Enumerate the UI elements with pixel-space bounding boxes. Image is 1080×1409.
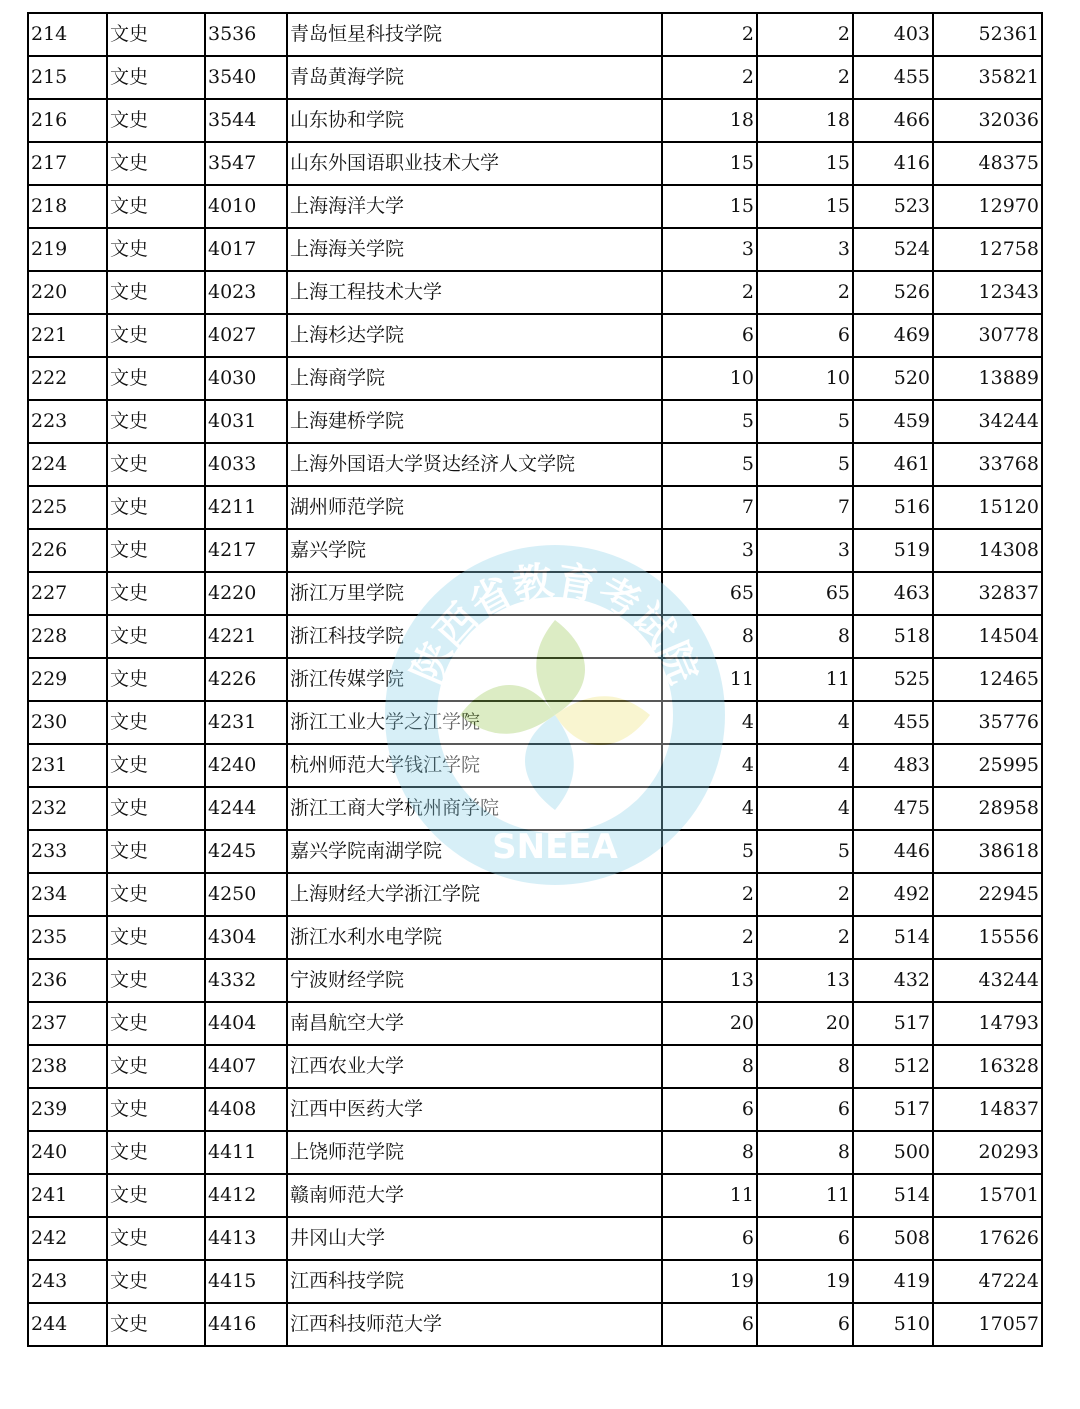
cell-school-name: 上海海洋大学 bbox=[287, 185, 662, 228]
cell-min-rank: 15120 bbox=[933, 486, 1042, 529]
cell-school-name: 浙江水利水电学院 bbox=[287, 916, 662, 959]
cell-plan-count: 5 bbox=[662, 400, 757, 443]
cell-seq: 216 bbox=[28, 99, 107, 142]
cell-admit-count: 2 bbox=[757, 271, 853, 314]
cell-plan-count: 8 bbox=[662, 615, 757, 658]
cell-school-name: 上海财经大学浙江学院 bbox=[287, 873, 662, 916]
cell-category: 文史 bbox=[107, 1174, 205, 1217]
cell-school-name: 上海海关学院 bbox=[287, 228, 662, 271]
cell-seq: 232 bbox=[28, 787, 107, 830]
cell-school-code: 4244 bbox=[205, 787, 287, 830]
cell-admit-count: 6 bbox=[757, 1303, 853, 1346]
cell-min-score: 517 bbox=[853, 1088, 933, 1131]
cell-min-score: 518 bbox=[853, 615, 933, 658]
table-row bbox=[28, 99, 1042, 142]
cell-school-name: 江西科技学院 bbox=[287, 1260, 662, 1303]
table-row bbox=[28, 1002, 1042, 1045]
cell-min-rank: 32837 bbox=[933, 572, 1042, 615]
cell-school-code: 4010 bbox=[205, 185, 287, 228]
cell-seq: 241 bbox=[28, 1174, 107, 1217]
cell-min-score: 516 bbox=[853, 486, 933, 529]
cell-min-rank: 52361 bbox=[933, 13, 1042, 56]
cell-school-code: 4413 bbox=[205, 1217, 287, 1260]
cell-school-name: 杭州师范大学钱江学院 bbox=[287, 744, 662, 787]
table-row bbox=[28, 1303, 1042, 1346]
cell-min-score: 432 bbox=[853, 959, 933, 1002]
cell-admit-count: 13 bbox=[757, 959, 853, 1002]
table-row bbox=[28, 658, 1042, 701]
cell-seq: 224 bbox=[28, 443, 107, 486]
cell-seq: 244 bbox=[28, 1303, 107, 1346]
cell-school-code: 4408 bbox=[205, 1088, 287, 1131]
cell-admit-count: 7 bbox=[757, 486, 853, 529]
cell-category: 文史 bbox=[107, 314, 205, 357]
cell-school-name: 青岛恒星科技学院 bbox=[287, 13, 662, 56]
cell-school-code: 4250 bbox=[205, 873, 287, 916]
cell-school-name: 山东协和学院 bbox=[287, 99, 662, 142]
table-row bbox=[28, 400, 1042, 443]
cell-min-score: 508 bbox=[853, 1217, 933, 1260]
cell-min-score: 519 bbox=[853, 529, 933, 572]
cell-school-name: 上海杉达学院 bbox=[287, 314, 662, 357]
cell-school-code: 4017 bbox=[205, 228, 287, 271]
cell-min-rank: 35821 bbox=[933, 56, 1042, 99]
table-row bbox=[28, 185, 1042, 228]
cell-min-rank: 17626 bbox=[933, 1217, 1042, 1260]
cell-admit-count: 5 bbox=[757, 443, 853, 486]
cell-min-score: 463 bbox=[853, 572, 933, 615]
table-row bbox=[28, 787, 1042, 830]
cell-school-code: 4231 bbox=[205, 701, 287, 744]
cell-school-code: 4412 bbox=[205, 1174, 287, 1217]
cell-min-score: 455 bbox=[853, 56, 933, 99]
cell-seq: 215 bbox=[28, 56, 107, 99]
cell-min-rank: 12758 bbox=[933, 228, 1042, 271]
cell-category: 文史 bbox=[107, 1045, 205, 1088]
cell-min-score: 469 bbox=[853, 314, 933, 357]
cell-school-code: 4031 bbox=[205, 400, 287, 443]
cell-admit-count: 2 bbox=[757, 873, 853, 916]
cell-seq: 226 bbox=[28, 529, 107, 572]
cell-admit-count: 15 bbox=[757, 142, 853, 185]
cell-plan-count: 4 bbox=[662, 787, 757, 830]
cell-plan-count: 15 bbox=[662, 185, 757, 228]
cell-min-score: 419 bbox=[853, 1260, 933, 1303]
cell-plan-count: 5 bbox=[662, 443, 757, 486]
cell-plan-count: 6 bbox=[662, 1088, 757, 1131]
cell-category: 文史 bbox=[107, 1088, 205, 1131]
cell-school-code: 4030 bbox=[205, 357, 287, 400]
table-row bbox=[28, 357, 1042, 400]
cell-school-name: 浙江万里学院 bbox=[287, 572, 662, 615]
cell-admit-count: 20 bbox=[757, 1002, 853, 1045]
table-row bbox=[28, 314, 1042, 357]
table-row bbox=[28, 744, 1042, 787]
cell-plan-count: 15 bbox=[662, 142, 757, 185]
cell-min-score: 517 bbox=[853, 1002, 933, 1045]
cell-seq: 242 bbox=[28, 1217, 107, 1260]
cell-category: 文史 bbox=[107, 228, 205, 271]
cell-min-rank: 16328 bbox=[933, 1045, 1042, 1088]
cell-plan-count: 2 bbox=[662, 873, 757, 916]
cell-plan-count: 7 bbox=[662, 486, 757, 529]
cell-admit-count: 4 bbox=[757, 744, 853, 787]
cell-seq: 238 bbox=[28, 1045, 107, 1088]
cell-school-name: 江西科技师范大学 bbox=[287, 1303, 662, 1346]
cell-plan-count: 10 bbox=[662, 357, 757, 400]
cell-seq: 219 bbox=[28, 228, 107, 271]
cell-category: 文史 bbox=[107, 185, 205, 228]
cell-min-score: 520 bbox=[853, 357, 933, 400]
cell-plan-count: 3 bbox=[662, 228, 757, 271]
table-row bbox=[28, 529, 1042, 572]
cell-school-code: 4411 bbox=[205, 1131, 287, 1174]
cell-category: 文史 bbox=[107, 529, 205, 572]
cell-min-rank: 14793 bbox=[933, 1002, 1042, 1045]
cell-admit-count: 2 bbox=[757, 13, 853, 56]
table-row bbox=[28, 615, 1042, 658]
cell-seq: 236 bbox=[28, 959, 107, 1002]
cell-seq: 220 bbox=[28, 271, 107, 314]
cell-plan-count: 4 bbox=[662, 744, 757, 787]
cell-min-rank: 20293 bbox=[933, 1131, 1042, 1174]
cell-plan-count: 2 bbox=[662, 13, 757, 56]
cell-school-code: 3547 bbox=[205, 142, 287, 185]
table-body bbox=[28, 13, 1042, 1346]
cell-category: 文史 bbox=[107, 1002, 205, 1045]
cell-category: 文史 bbox=[107, 271, 205, 314]
cell-seq: 243 bbox=[28, 1260, 107, 1303]
cell-plan-count: 3 bbox=[662, 529, 757, 572]
cell-plan-count: 6 bbox=[662, 314, 757, 357]
cell-category: 文史 bbox=[107, 400, 205, 443]
cell-admit-count: 8 bbox=[757, 615, 853, 658]
cell-admit-count: 6 bbox=[757, 1217, 853, 1260]
cell-school-code: 3540 bbox=[205, 56, 287, 99]
cell-school-name: 上海外国语大学贤达经济人文学院 bbox=[287, 443, 662, 486]
table-row bbox=[28, 1045, 1042, 1088]
cell-admit-count: 10 bbox=[757, 357, 853, 400]
table-row bbox=[28, 142, 1042, 185]
cell-min-score: 512 bbox=[853, 1045, 933, 1088]
cell-min-rank: 38618 bbox=[933, 830, 1042, 873]
admission-table-container bbox=[27, 12, 1041, 1347]
cell-school-code: 4332 bbox=[205, 959, 287, 1002]
cell-admit-count: 8 bbox=[757, 1045, 853, 1088]
cell-category: 文史 bbox=[107, 873, 205, 916]
cell-school-name: 上海建桥学院 bbox=[287, 400, 662, 443]
cell-school-code: 4407 bbox=[205, 1045, 287, 1088]
cell-min-rank: 25995 bbox=[933, 744, 1042, 787]
cell-category: 文史 bbox=[107, 916, 205, 959]
cell-min-rank: 17057 bbox=[933, 1303, 1042, 1346]
cell-category: 文史 bbox=[107, 142, 205, 185]
cell-school-name: 南昌航空大学 bbox=[287, 1002, 662, 1045]
cell-category: 文史 bbox=[107, 13, 205, 56]
cell-category: 文史 bbox=[107, 744, 205, 787]
cell-plan-count: 65 bbox=[662, 572, 757, 615]
cell-school-name: 山东外国语职业技术大学 bbox=[287, 142, 662, 185]
cell-seq: 225 bbox=[28, 486, 107, 529]
cell-admit-count: 18 bbox=[757, 99, 853, 142]
cell-seq: 231 bbox=[28, 744, 107, 787]
cell-min-score: 483 bbox=[853, 744, 933, 787]
cell-plan-count: 8 bbox=[662, 1131, 757, 1174]
table-row bbox=[28, 13, 1042, 56]
cell-category: 文史 bbox=[107, 1217, 205, 1260]
cell-category: 文史 bbox=[107, 658, 205, 701]
cell-school-code: 3544 bbox=[205, 99, 287, 142]
cell-seq: 229 bbox=[28, 658, 107, 701]
cell-seq: 228 bbox=[28, 615, 107, 658]
cell-min-rank: 22945 bbox=[933, 873, 1042, 916]
cell-school-code: 4220 bbox=[205, 572, 287, 615]
table-row bbox=[28, 873, 1042, 916]
watermark-arc-text: 陕西省教育考试院 bbox=[403, 557, 707, 691]
cell-plan-count: 5 bbox=[662, 830, 757, 873]
cell-category: 文史 bbox=[107, 486, 205, 529]
cell-admit-count: 11 bbox=[757, 1174, 853, 1217]
table-row bbox=[28, 959, 1042, 1002]
cell-min-score: 403 bbox=[853, 13, 933, 56]
cell-school-name: 上海工程技术大学 bbox=[287, 271, 662, 314]
cell-category: 文史 bbox=[107, 1260, 205, 1303]
cell-min-rank: 32036 bbox=[933, 99, 1042, 142]
cell-seq: 239 bbox=[28, 1088, 107, 1131]
cell-school-name: 嘉兴学院南湖学院 bbox=[287, 830, 662, 873]
cell-min-rank: 14504 bbox=[933, 615, 1042, 658]
table-row bbox=[28, 1260, 1042, 1303]
cell-category: 文史 bbox=[107, 1303, 205, 1346]
cell-min-score: 446 bbox=[853, 830, 933, 873]
cell-min-rank: 15556 bbox=[933, 916, 1042, 959]
cell-seq: 234 bbox=[28, 873, 107, 916]
cell-min-rank: 12465 bbox=[933, 658, 1042, 701]
table-row bbox=[28, 701, 1042, 744]
cell-school-name: 浙江传媒学院 bbox=[287, 658, 662, 701]
cell-admit-count: 5 bbox=[757, 830, 853, 873]
table-row bbox=[28, 1217, 1042, 1260]
cell-min-score: 514 bbox=[853, 1174, 933, 1217]
cell-min-rank: 12343 bbox=[933, 271, 1042, 314]
cell-min-score: 523 bbox=[853, 185, 933, 228]
cell-school-code: 4245 bbox=[205, 830, 287, 873]
table-row bbox=[28, 1174, 1042, 1217]
cell-admit-count: 6 bbox=[757, 1088, 853, 1131]
cell-category: 文史 bbox=[107, 701, 205, 744]
cell-school-name: 浙江工商大学杭州商学院 bbox=[287, 787, 662, 830]
cell-admit-count: 15 bbox=[757, 185, 853, 228]
cell-plan-count: 18 bbox=[662, 99, 757, 142]
cell-seq: 240 bbox=[28, 1131, 107, 1174]
cell-school-name: 浙江工业大学之江学院 bbox=[287, 701, 662, 744]
cell-min-score: 475 bbox=[853, 787, 933, 830]
cell-admit-count: 65 bbox=[757, 572, 853, 615]
cell-plan-count: 11 bbox=[662, 1174, 757, 1217]
cell-seq: 218 bbox=[28, 185, 107, 228]
cell-school-name: 上饶师范学院 bbox=[287, 1131, 662, 1174]
cell-seq: 217 bbox=[28, 142, 107, 185]
cell-seq: 222 bbox=[28, 357, 107, 400]
cell-seq: 221 bbox=[28, 314, 107, 357]
cell-seq: 237 bbox=[28, 1002, 107, 1045]
cell-min-score: 455 bbox=[853, 701, 933, 744]
cell-min-rank: 34244 bbox=[933, 400, 1042, 443]
cell-school-name: 江西农业大学 bbox=[287, 1045, 662, 1088]
cell-admit-count: 5 bbox=[757, 400, 853, 443]
watermark-bottom-text: SNEEA bbox=[492, 827, 618, 867]
cell-min-score: 461 bbox=[853, 443, 933, 486]
cell-school-code: 4023 bbox=[205, 271, 287, 314]
cell-admit-count: 2 bbox=[757, 56, 853, 99]
cell-school-name: 湖州师范学院 bbox=[287, 486, 662, 529]
cell-min-score: 514 bbox=[853, 916, 933, 959]
cell-school-code: 4304 bbox=[205, 916, 287, 959]
admission-table bbox=[27, 12, 1043, 1347]
cell-school-name: 上海商学院 bbox=[287, 357, 662, 400]
cell-category: 文史 bbox=[107, 959, 205, 1002]
cell-plan-count: 2 bbox=[662, 56, 757, 99]
cell-min-score: 459 bbox=[853, 400, 933, 443]
cell-school-code: 4226 bbox=[205, 658, 287, 701]
cell-plan-count: 19 bbox=[662, 1260, 757, 1303]
cell-min-score: 492 bbox=[853, 873, 933, 916]
cell-school-code: 4221 bbox=[205, 615, 287, 658]
cell-school-name: 嘉兴学院 bbox=[287, 529, 662, 572]
cell-plan-count: 8 bbox=[662, 1045, 757, 1088]
cell-min-score: 500 bbox=[853, 1131, 933, 1174]
cell-school-name: 青岛黄海学院 bbox=[287, 56, 662, 99]
cell-category: 文史 bbox=[107, 56, 205, 99]
cell-category: 文史 bbox=[107, 572, 205, 615]
cell-admit-count: 4 bbox=[757, 787, 853, 830]
cell-category: 文史 bbox=[107, 830, 205, 873]
cell-school-code: 4415 bbox=[205, 1260, 287, 1303]
cell-school-name: 江西中医药大学 bbox=[287, 1088, 662, 1131]
cell-category: 文史 bbox=[107, 1131, 205, 1174]
cell-admit-count: 3 bbox=[757, 228, 853, 271]
cell-seq: 227 bbox=[28, 572, 107, 615]
cell-school-code: 4416 bbox=[205, 1303, 287, 1346]
cell-category: 文史 bbox=[107, 443, 205, 486]
cell-seq: 235 bbox=[28, 916, 107, 959]
cell-plan-count: 4 bbox=[662, 701, 757, 744]
cell-admit-count: 19 bbox=[757, 1260, 853, 1303]
table-row bbox=[28, 443, 1042, 486]
cell-min-score: 526 bbox=[853, 271, 933, 314]
cell-category: 文史 bbox=[107, 615, 205, 658]
cell-school-code: 4211 bbox=[205, 486, 287, 529]
table-row bbox=[28, 1131, 1042, 1174]
cell-plan-count: 20 bbox=[662, 1002, 757, 1045]
cell-min-rank: 48375 bbox=[933, 142, 1042, 185]
cell-min-rank: 33768 bbox=[933, 443, 1042, 486]
cell-min-rank: 35776 bbox=[933, 701, 1042, 744]
cell-school-code: 4027 bbox=[205, 314, 287, 357]
cell-category: 文史 bbox=[107, 99, 205, 142]
cell-seq: 233 bbox=[28, 830, 107, 873]
cell-plan-count: 6 bbox=[662, 1303, 757, 1346]
cell-min-rank: 43244 bbox=[933, 959, 1042, 1002]
cell-min-score: 466 bbox=[853, 99, 933, 142]
cell-seq: 223 bbox=[28, 400, 107, 443]
cell-school-code: 3536 bbox=[205, 13, 287, 56]
table-row bbox=[28, 56, 1042, 99]
cell-admit-count: 3 bbox=[757, 529, 853, 572]
cell-plan-count: 6 bbox=[662, 1217, 757, 1260]
table-row bbox=[28, 271, 1042, 314]
cell-school-name: 浙江科技学院 bbox=[287, 615, 662, 658]
cell-min-rank: 13889 bbox=[933, 357, 1042, 400]
cell-min-rank: 14837 bbox=[933, 1088, 1042, 1131]
cell-school-code: 4217 bbox=[205, 529, 287, 572]
cell-min-score: 510 bbox=[853, 1303, 933, 1346]
cell-min-rank: 28958 bbox=[933, 787, 1042, 830]
cell-admit-count: 4 bbox=[757, 701, 853, 744]
cell-category: 文史 bbox=[107, 787, 205, 830]
cell-school-name: 井冈山大学 bbox=[287, 1217, 662, 1260]
cell-plan-count: 2 bbox=[662, 916, 757, 959]
cell-min-rank: 12970 bbox=[933, 185, 1042, 228]
cell-min-rank: 30778 bbox=[933, 314, 1042, 357]
cell-min-rank: 47224 bbox=[933, 1260, 1042, 1303]
table-row bbox=[28, 228, 1042, 271]
cell-plan-count: 13 bbox=[662, 959, 757, 1002]
cell-admit-count: 2 bbox=[757, 916, 853, 959]
cell-min-score: 524 bbox=[853, 228, 933, 271]
cell-min-score: 525 bbox=[853, 658, 933, 701]
cell-seq: 214 bbox=[28, 13, 107, 56]
table-row bbox=[28, 830, 1042, 873]
table-row bbox=[28, 916, 1042, 959]
cell-admit-count: 11 bbox=[757, 658, 853, 701]
cell-school-code: 4404 bbox=[205, 1002, 287, 1045]
cell-min-rank: 15701 bbox=[933, 1174, 1042, 1217]
cell-plan-count: 2 bbox=[662, 271, 757, 314]
cell-school-code: 4033 bbox=[205, 443, 287, 486]
cell-admit-count: 8 bbox=[757, 1131, 853, 1174]
cell-min-rank: 14308 bbox=[933, 529, 1042, 572]
table-row bbox=[28, 486, 1042, 529]
cell-school-name: 赣南师范大学 bbox=[287, 1174, 662, 1217]
cell-school-name: 宁波财经学院 bbox=[287, 959, 662, 1002]
cell-school-code: 4240 bbox=[205, 744, 287, 787]
cell-plan-count: 11 bbox=[662, 658, 757, 701]
cell-category: 文史 bbox=[107, 357, 205, 400]
cell-seq: 230 bbox=[28, 701, 107, 744]
cell-admit-count: 6 bbox=[757, 314, 853, 357]
table-row bbox=[28, 572, 1042, 615]
table-row bbox=[28, 1088, 1042, 1131]
cell-min-score: 416 bbox=[853, 142, 933, 185]
